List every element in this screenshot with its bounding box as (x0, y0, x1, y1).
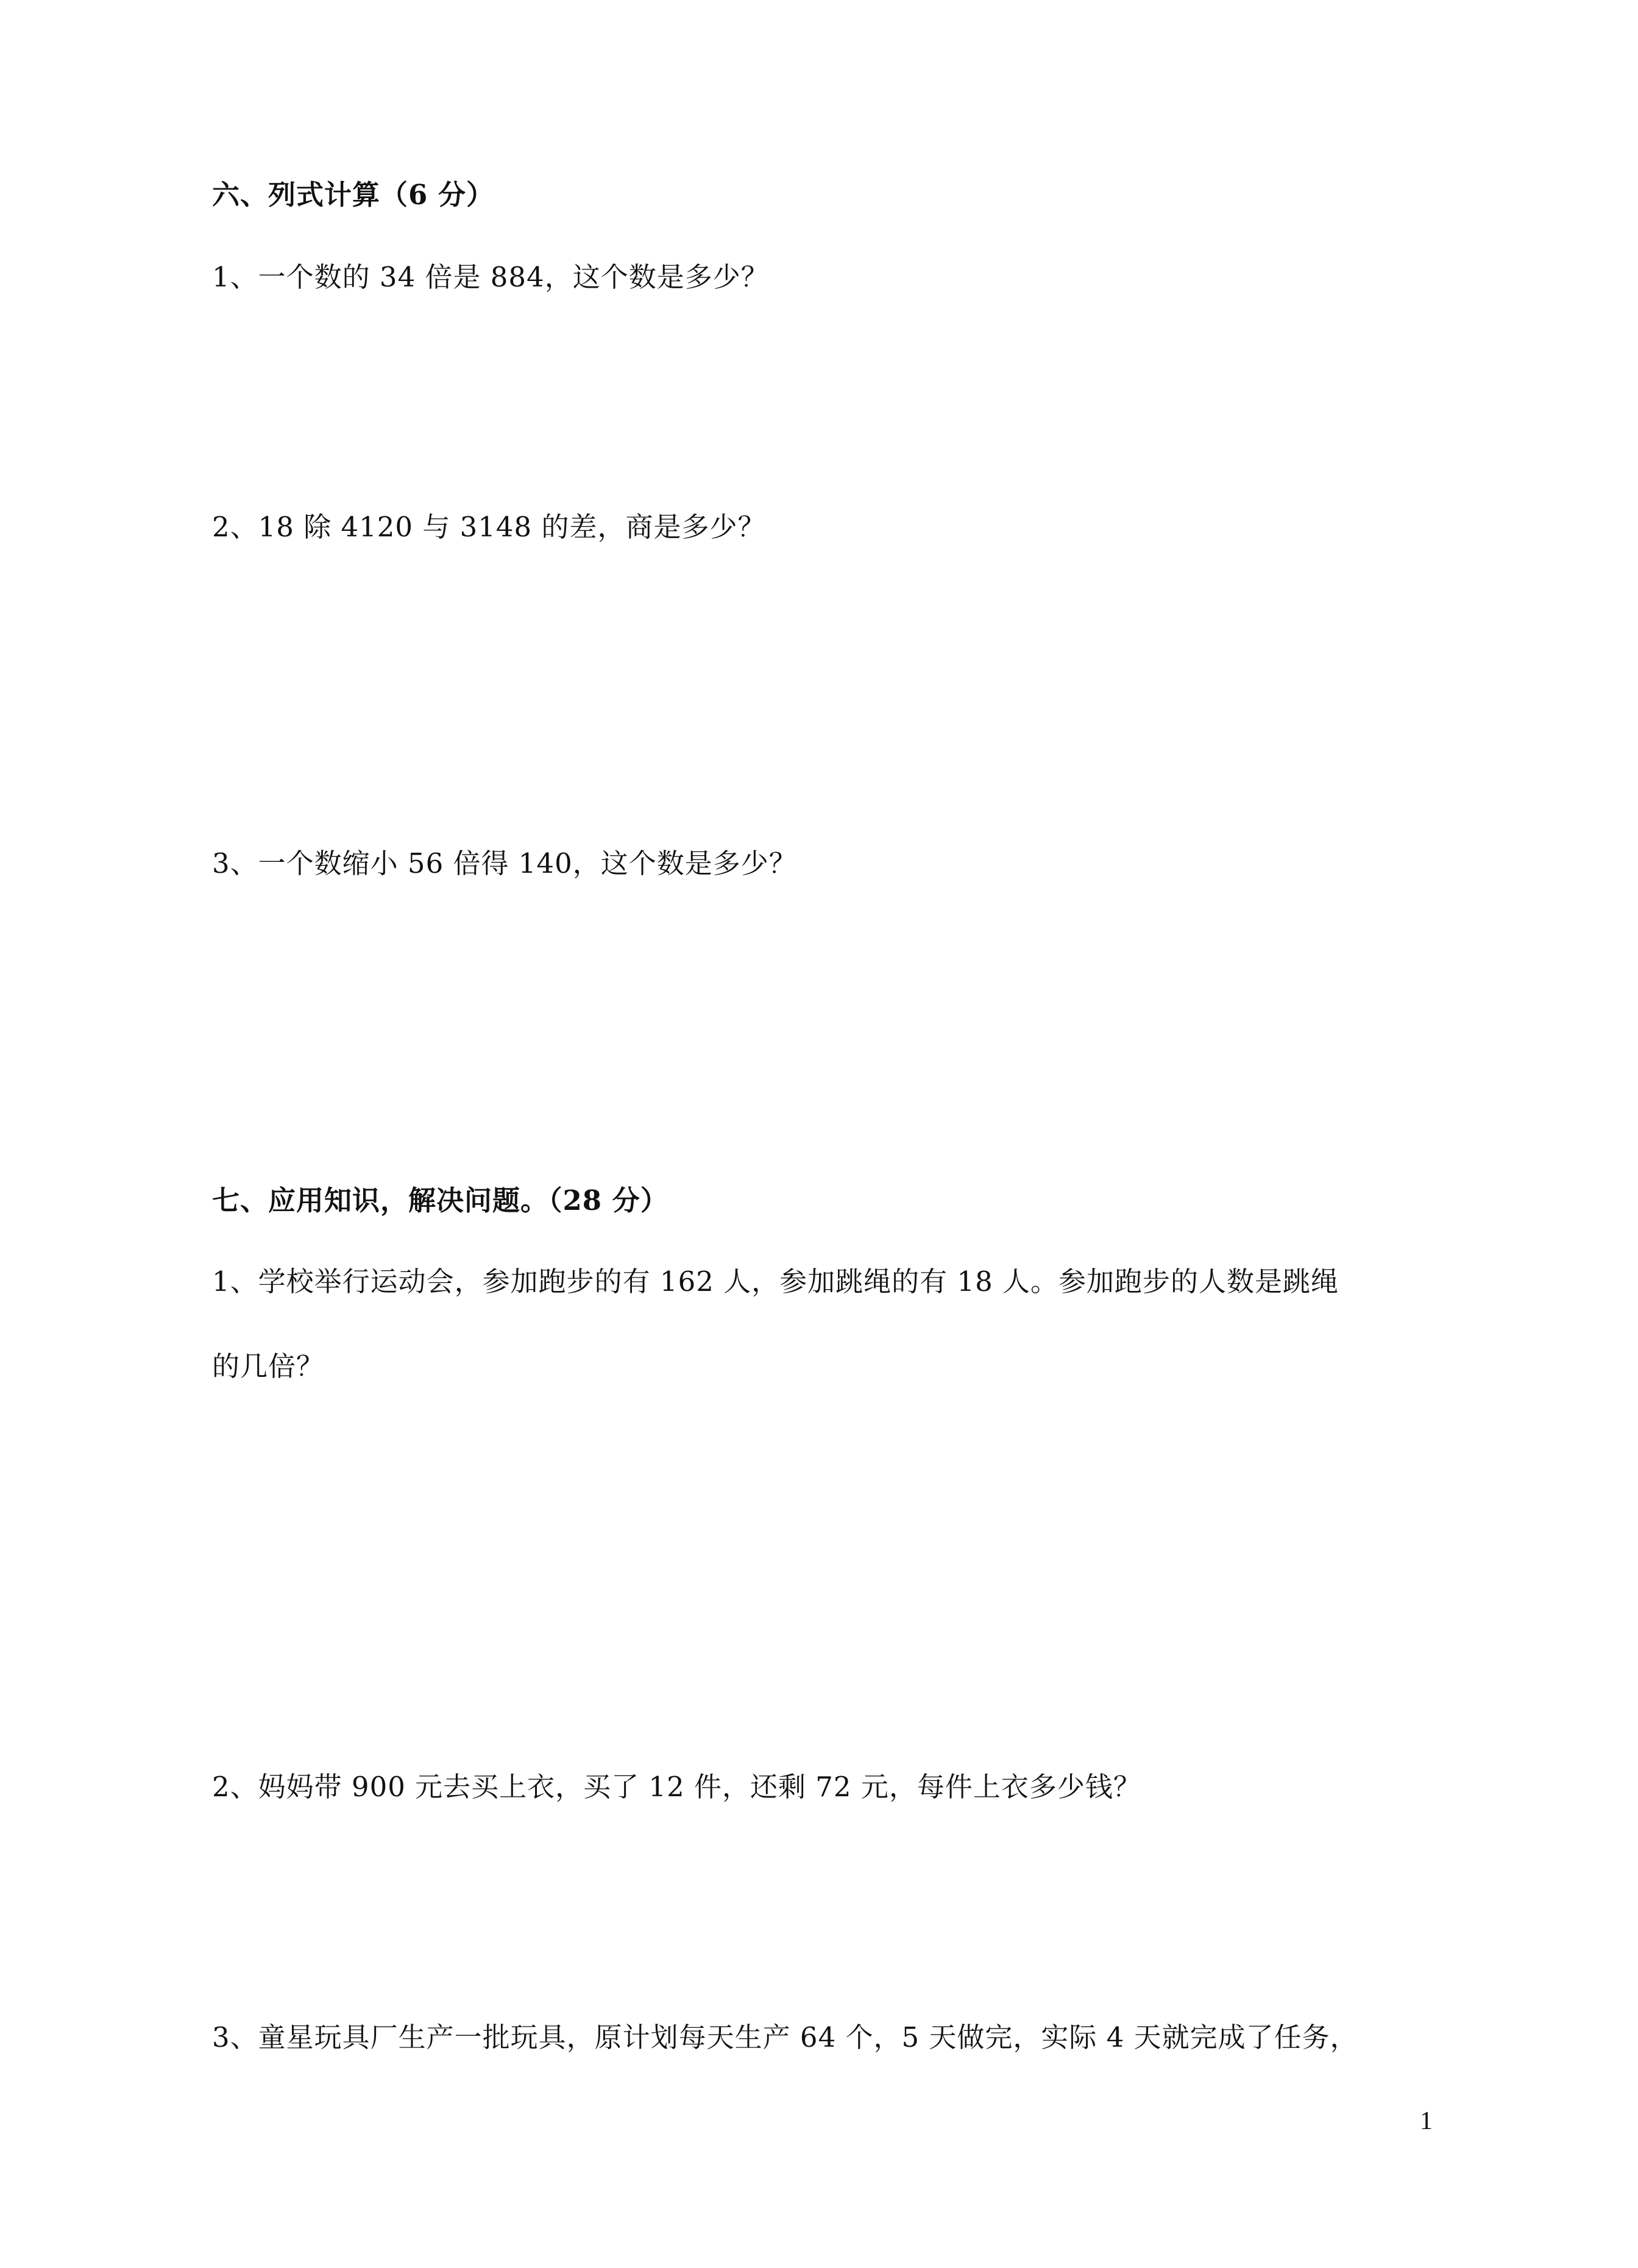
section-6-question-2: 2、18 除 4120 与 3148 的差，商是多少？ (212, 511, 766, 543)
section-7-heading: 七、应用知识，解决问题。（28 分） (212, 1184, 668, 1217)
section-7-question-1-line-2: 的几倍？ (212, 1350, 325, 1382)
page-number: 1 (1420, 2107, 1433, 2135)
section-7-question-3-line-1: 3、童星玩具厂生产一批玩具，原计划每天生产 64 个，5 天做完，实际 4 天就完成了任务， (212, 2021, 1358, 2053)
section-7-question-2: 2、妈妈带 900 元去买上衣，买了 12 件，还剩 72 元，每件上衣多少钱？ (212, 1771, 1141, 1803)
section-7-question-1-line-1: 1、学校举行运动会，参加跑步的有 162 人，参加跳绳的有 18 人。参加跑步的人数是跳绳 (212, 1265, 1339, 1298)
section-6-question-3: 3、一个数缩小 56 倍得 140，这个数是多少？ (212, 847, 797, 880)
section-6-heading: 六、列式计算（6 分） (212, 179, 494, 211)
section-6-question-1: 1、一个数的 34 倍是 884，这个数是多少？ (212, 261, 769, 293)
